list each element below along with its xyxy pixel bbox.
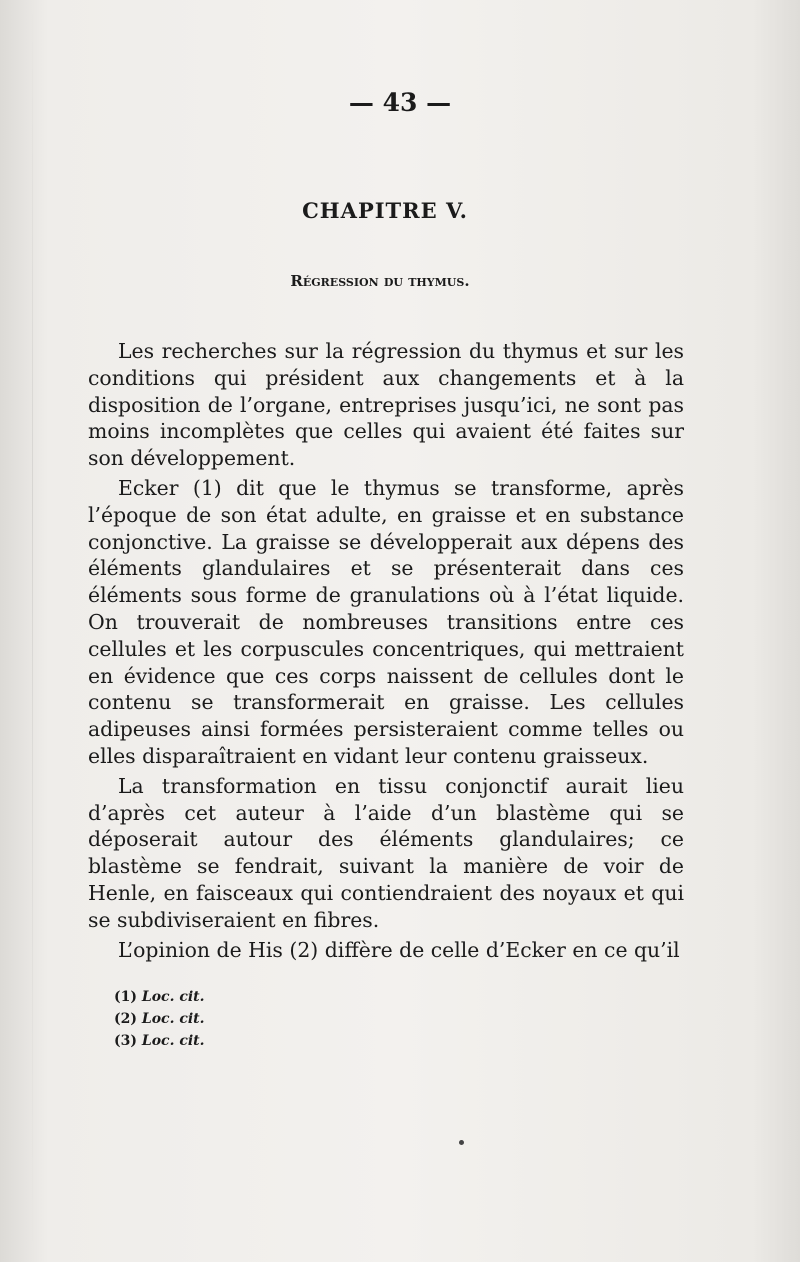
footnote	[114, 1008, 205, 1030]
page-number: — 43 —	[348, 88, 452, 117]
footnote	[114, 1030, 205, 1052]
chapter-title: CHAPITRE V.	[302, 198, 468, 223]
body-text	[88, 338, 684, 966]
section-title: Régression du thymus.	[290, 272, 470, 290]
footnote-text: Loc. cit.	[141, 1033, 205, 1049]
page-fold-shadow	[32, 0, 33, 1262]
footnote-number: (3)	[114, 1033, 137, 1049]
footnote-number: (1)	[114, 989, 137, 1005]
footnotes	[114, 986, 205, 1052]
paragraph: La transformation en tissu conjonctif aurait lieu d’après cet auteur à l’aide d’un blastème qui se déposerait autour des éléments glandulaires; ce blastème se fendrait, suivant la manière de voir de Henle, en faisceaux qui contiendraient des noyaux et qui se subdiviseraient en fibres.	[88, 773, 684, 932]
footnote-text: Loc. cit.	[141, 989, 205, 1005]
footnote	[114, 986, 205, 1008]
paragraph: L’opinion de His (2) diffère de celle d’Ecker en ce qu’il	[118, 937, 680, 962]
ink-spot	[459, 1140, 464, 1145]
footnote-text: Loc. cit.	[141, 1011, 205, 1027]
paragraph: Les recherches sur la régression du thymus et sur les conditions qui président aux changements et à la disposition de l’organe, entreprises jusqu’ici, ne sont pas moins incomplètes que celles qui avaient été faites sur son développement.	[88, 339, 684, 471]
paragraph: Ecker (1) dit que le thymus se transforme, après l’époque de son état adulte, en graisse et en substance conjonctive. La graisse se développerait aux dépens des éléments glandulaires et se présenterait dans ces éléments sous forme de granulations où à l’état liquide. On trouverait de nombreuses transitions entre ces cellules et les corpuscules concentriques, qui mettraient en évidence que ces corps naissent de cellules dont le contenu se transformerait en graisse. Les cellules adipeuses ainsi formées persisteraient comme telles ou elles disparaîtraient en vidant leur contenu graisseux.	[88, 475, 684, 768]
footnote-number: (2)	[114, 1011, 137, 1027]
